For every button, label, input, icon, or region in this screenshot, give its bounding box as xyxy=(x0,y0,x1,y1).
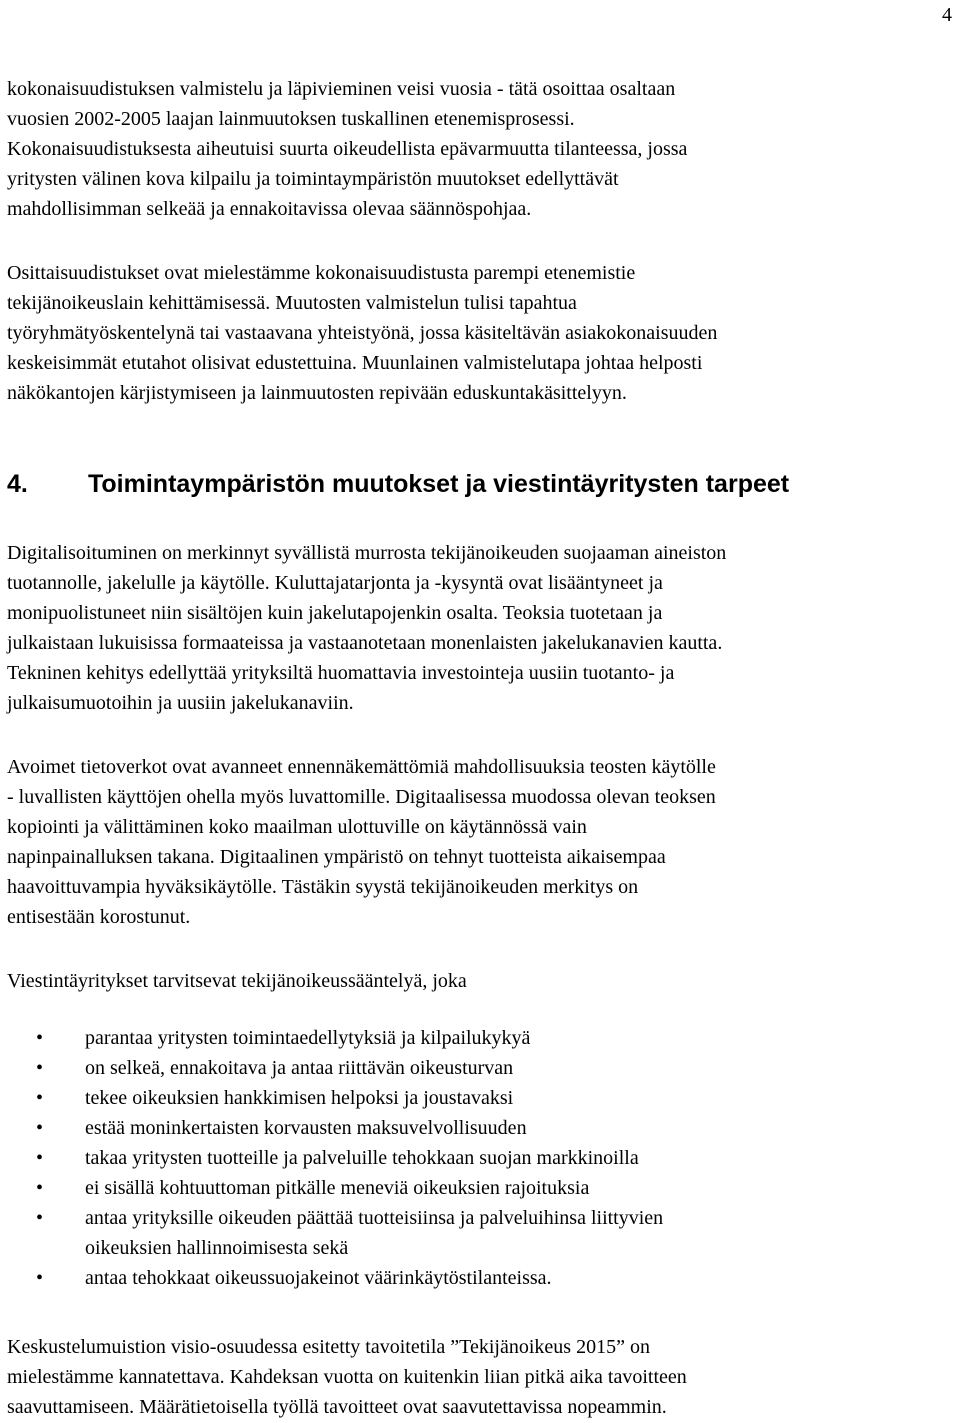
bullet-icon: • xyxy=(36,1087,44,1109)
page-number: 4 xyxy=(942,4,952,26)
text-line: entisestään korostunut. xyxy=(7,906,191,928)
text-line: haavoittuvampia hyväksikäytölle. Tästäkin syystä tekijänoikeuden merkitys on xyxy=(7,876,639,898)
text-line: - luvallisten käyttöjen ohella myös luvattomille. Digitaalisessa muodossa olevan teoksen xyxy=(7,786,716,808)
bullet-icon: • xyxy=(36,1027,44,1049)
text-line: tuotannolle, jakelulle ja käytölle. Kuluttajatarjonta ja -kysyntä ovat lisääntyneet ja xyxy=(7,572,663,594)
list-item xyxy=(0,1173,950,1203)
text-line: tekee oikeuksien hankkimisen helpoksi ja joustavaksi xyxy=(85,1087,514,1109)
list-item xyxy=(0,1203,950,1263)
text-line: yritysten välinen kova kilpailu ja toimintaympäristön muutokset edellyttävät xyxy=(7,168,619,190)
text-line: työryhmätyöskentelynä tai vastaavana yhteistyönä, jossa käsiteltävän asiakokonaisuuden xyxy=(7,322,718,344)
text-line: Tekninen kehitys edellyttää yrityksiltä huomattavia investointeja uusiin tuotanto- ja xyxy=(7,662,675,684)
paragraph-digitalisation xyxy=(7,538,952,718)
text-line: Keskustelumuistion visio-osuudessa esitetty tavoitetila ”Tekijänoikeus 2015” on xyxy=(7,1336,650,1358)
list-item xyxy=(0,1143,950,1173)
text-line: tekijänoikeuslain kehittämisessä. Muutosten valmistelun tulisi tapahtua xyxy=(7,292,577,314)
text-line: on selkeä, ennakoitava ja antaa riittävän oikeusturvan xyxy=(85,1057,514,1079)
list-item xyxy=(0,1083,950,1113)
requirements-list xyxy=(0,1023,950,1293)
text-line: estää moninkertaisten korvausten maksuvelvollisuuden xyxy=(85,1117,527,1139)
bullet-icon: • xyxy=(36,1207,44,1229)
text-line: mielestämme kannatettava. Kahdeksan vuotta on kuitenkin liian pitkä aika tavoitteen xyxy=(7,1366,687,1388)
text-line: Viestintäyritykset tarvitsevat tekijänoikeussääntelyä, joka xyxy=(7,970,467,992)
bullet-icon: • xyxy=(36,1117,44,1139)
text-line: takaa yritysten tuotteille ja palveluille tehokkaan suojan markkinoilla xyxy=(85,1147,639,1169)
text-line: saavuttamiseen. Määrätietoisella työllä tavoitteet ovat saavutettavissa nopeammin. xyxy=(7,1396,667,1418)
text-line: parantaa yritysten toimintaedellytyksiä ja kilpailukykyä xyxy=(85,1027,531,1049)
section-number: 4. xyxy=(7,470,28,498)
text-line: keskeisimmät etutahot olisivat edustettuina. Muunlainen valmistelutapa johtaa helposti xyxy=(7,352,703,374)
section-heading xyxy=(7,466,789,502)
text-line: julkaistaan lukuisissa formaateissa ja vastaanotetaan monenlaisten jakelukanavien kautta. xyxy=(7,632,723,654)
paragraph-list-intro xyxy=(7,966,952,996)
text-line: ei sisällä kohtuuttoman pitkälle meneviä oikeuksien rajoituksia xyxy=(85,1177,590,1199)
section-title: Toimintaympäristön muutokset ja viestintäyritysten tarpeet xyxy=(88,470,790,498)
text-line: Kokonaisuudistuksesta aiheutuisi suurta oikeudellista epävarmuutta tilanteessa, jossa xyxy=(7,138,688,160)
text-line: kokonaisuudistuksen valmistelu ja läpivieminen veisi vuosia - tätä osoittaa osaltaan xyxy=(7,78,676,100)
text-line: oikeuksien hallinnoimisesta sekä xyxy=(85,1237,349,1259)
text-line: kopiointi ja välittäminen koko maailman ulottuville on käytännössä vain xyxy=(7,816,587,838)
text-line: antaa yrityksille oikeuden päättää tuotteisiinsa ja palveluihinsa liittyvien xyxy=(85,1207,664,1229)
text-line: Digitalisoituminen on merkinnyt syvällistä murrosta tekijänoikeuden suojaaman aineiston xyxy=(7,542,727,564)
list-item xyxy=(0,1263,950,1293)
paragraph-intro-continuation xyxy=(7,74,952,224)
paragraph-open-networks xyxy=(7,752,952,932)
text-line: Osittaisuudistukset ovat mielestämme kokonaisuudistusta parempi etenemistie xyxy=(7,262,636,284)
text-line: monipuolistuneet niin sisältöjen kuin jakelutapojenkin osalta. Teoksia tuotetaan ja xyxy=(7,602,663,624)
text-line: napinpainalluksen takana. Digitaalinen ympäristö on tehnyt tuotteista aikaisempaa xyxy=(7,846,666,868)
text-line: mahdollisimman selkeää ja ennakoitavissa olevaa säännöspohjaa. xyxy=(7,198,532,220)
paragraph-partial-reforms xyxy=(7,258,952,408)
text-line: vuosien 2002-2005 laajan lainmuutoksen tuskallinen etenemisprosessi. xyxy=(7,108,575,130)
bullet-icon: • xyxy=(36,1177,44,1199)
list-item xyxy=(0,1023,950,1053)
paragraph-vision xyxy=(7,1332,952,1422)
text-line: julkaisumuotoihin ja uusiin jakelukanaviin. xyxy=(7,692,354,714)
bullet-icon: • xyxy=(36,1267,44,1289)
bullet-icon: • xyxy=(36,1057,44,1079)
list-item xyxy=(0,1113,950,1143)
text-line: antaa tehokkaat oikeussuojakeinot väärinkäytöstilanteissa. xyxy=(85,1267,552,1289)
text-line: Avoimet tietoverkot ovat avanneet ennennäkemättömiä mahdollisuuksia teosten käytölle xyxy=(7,756,716,778)
bullet-icon: • xyxy=(36,1147,44,1169)
list-item xyxy=(0,1053,950,1083)
text-line: näkökantojen kärjistymiseen ja lainmuutosten repivään eduskuntakäsittelyyn. xyxy=(7,382,627,404)
